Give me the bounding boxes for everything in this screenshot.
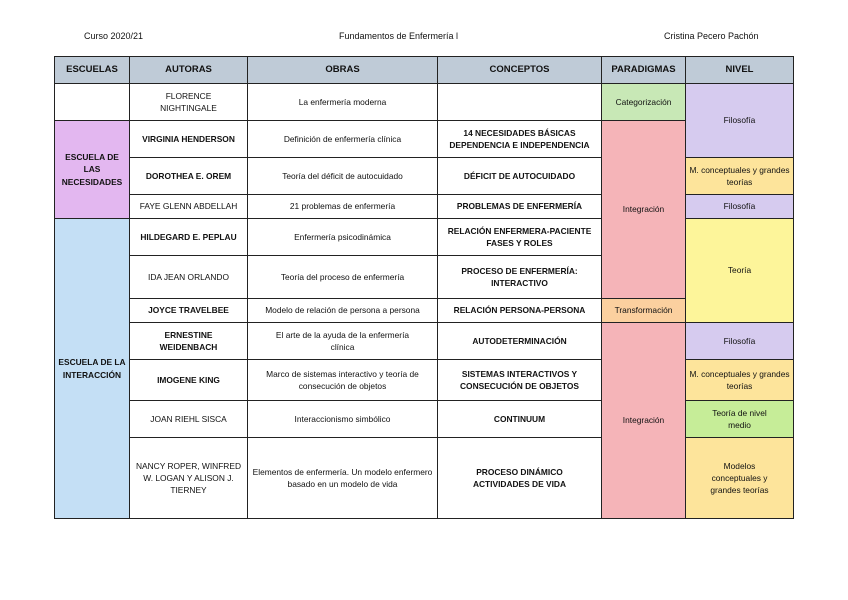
level-cell-modelos-conceptuales: M. conceptuales y grandes teorías [686, 360, 794, 401]
work-cell: Definición de enfermería clínica [248, 121, 438, 158]
work-cell: El arte de la ayuda de la enfermería clínica [248, 323, 438, 360]
level-cell-modelos-conceptuales: M. conceptuales y grandes teorías [686, 158, 794, 195]
author-cell: JOAN RIEHL SISCA [130, 401, 248, 438]
level-cell-filosofia: Filosofía [686, 195, 794, 219]
work-cell: 21 problemas de enfermería [248, 195, 438, 219]
school-cell-necesidades: ESCUELA DE LAS NECESIDADES [55, 121, 130, 219]
table-header-row [55, 57, 794, 84]
author-cell: DOROTHEA E. OREM [130, 158, 248, 195]
paradigm-cell-transformacion: Transformación [602, 299, 686, 323]
col-header-paradigmas: PARADIGMAS [602, 57, 686, 84]
col-header-obras: OBRAS [248, 57, 438, 84]
author-cell: FLORENCE NIGHTINGALE [130, 84, 248, 121]
concept-cell: AUTODETERMINACIÓN [438, 323, 602, 360]
course-label: Curso 2020/21 [84, 31, 144, 41]
work-cell: Elementos de enfermería. Un modelo enfermero basado en un modelo de vida [248, 438, 438, 519]
concept-cell: CONTINUUM [438, 401, 602, 438]
work-cell: Modelo de relación de persona a persona [248, 299, 438, 323]
table-row [55, 323, 794, 360]
author-cell: ERNESTINE WEIDENBACH [130, 323, 248, 360]
concept-cell: PROBLEMAS DE ENFERMERÍA [438, 195, 602, 219]
table-row [55, 299, 794, 323]
nursing-theories-table [54, 56, 794, 519]
level-cell-filosofia: Filosofía [686, 84, 794, 158]
author-cell: IMOGENE KING [130, 360, 248, 401]
level-cell-teoria: Teoría [686, 219, 794, 323]
concept-cell: 14 NECESIDADES BÁSICAS DEPENDENCIA E INDEPENDENCIA [438, 121, 602, 158]
concept-cell: SISTEMAS INTERACTIVOS Y CONSECUCIÓN DE OBJETOS [438, 360, 602, 401]
concept-cell: PROCESO DE ENFERMERÍA: INTERACTIVO [438, 256, 602, 299]
paradigm-cell-integracion: Integración [602, 323, 686, 519]
work-cell: Marco de sistemas interactivo y teoría de consecución de objetos [248, 360, 438, 401]
paradigm-cell-categorizacion: Categorización [602, 84, 686, 121]
col-header-conceptos: CONCEPTOS [438, 57, 602, 84]
work-cell: Teoría del déficit de autocuidado [248, 158, 438, 195]
author-cell: IDA JEAN ORLANDO [130, 256, 248, 299]
level-cell-teoria-nivel-medio: Teoría de nivel medio [686, 401, 794, 438]
col-header-escuelas: ESCUELAS [55, 57, 130, 84]
author-cell: VIRGINIA HENDERSON [130, 121, 248, 158]
author-cell: FAYE GLENN ABDELLAH [130, 195, 248, 219]
paradigm-cell-integracion: Integración [602, 121, 686, 299]
col-header-autoras: AUTORAS [130, 57, 248, 84]
concept-cell: RELACIÓN PERSONA-PERSONA [438, 299, 602, 323]
work-cell: Teoría del proceso de enfermería [248, 256, 438, 299]
author-cell: NANCY ROPER, WINFRED W. LOGAN Y ALISON J. TIERNEY [130, 438, 248, 519]
table-row [55, 84, 794, 121]
concept-cell: PROCESO DINÁMICO ACTIVIDADES DE VIDA [438, 438, 602, 519]
concept-cell [438, 84, 602, 121]
author-cell: HILDEGARD E. PEPLAU [130, 219, 248, 256]
table-row [55, 121, 794, 158]
work-cell: Enfermería psicodinámica [248, 219, 438, 256]
school-cell-interaccion: ESCUELA DE LA INTERACCIÓN [55, 219, 130, 519]
school-cell-empty [55, 84, 130, 121]
author-name: Cristina Pecero Pachón [664, 31, 759, 41]
col-header-nivel: NIVEL [686, 57, 794, 84]
work-cell: Interaccionismo simbólico [248, 401, 438, 438]
author-cell: JOYCE TRAVELBEE [130, 299, 248, 323]
work-cell: La enfermería moderna [248, 84, 438, 121]
concept-cell: DÉFICIT DE AUTOCUIDADO [438, 158, 602, 195]
level-cell-modelos-conceptuales: Modelos conceptuales y grandes teorías [686, 438, 794, 519]
level-cell-filosofia: Filosofía [686, 323, 794, 360]
subject-title: Fundamentos de Enfermería l [339, 31, 459, 41]
concept-cell: RELACIÓN ENFERMERA-PACIENTE FASES Y ROLES [438, 219, 602, 256]
